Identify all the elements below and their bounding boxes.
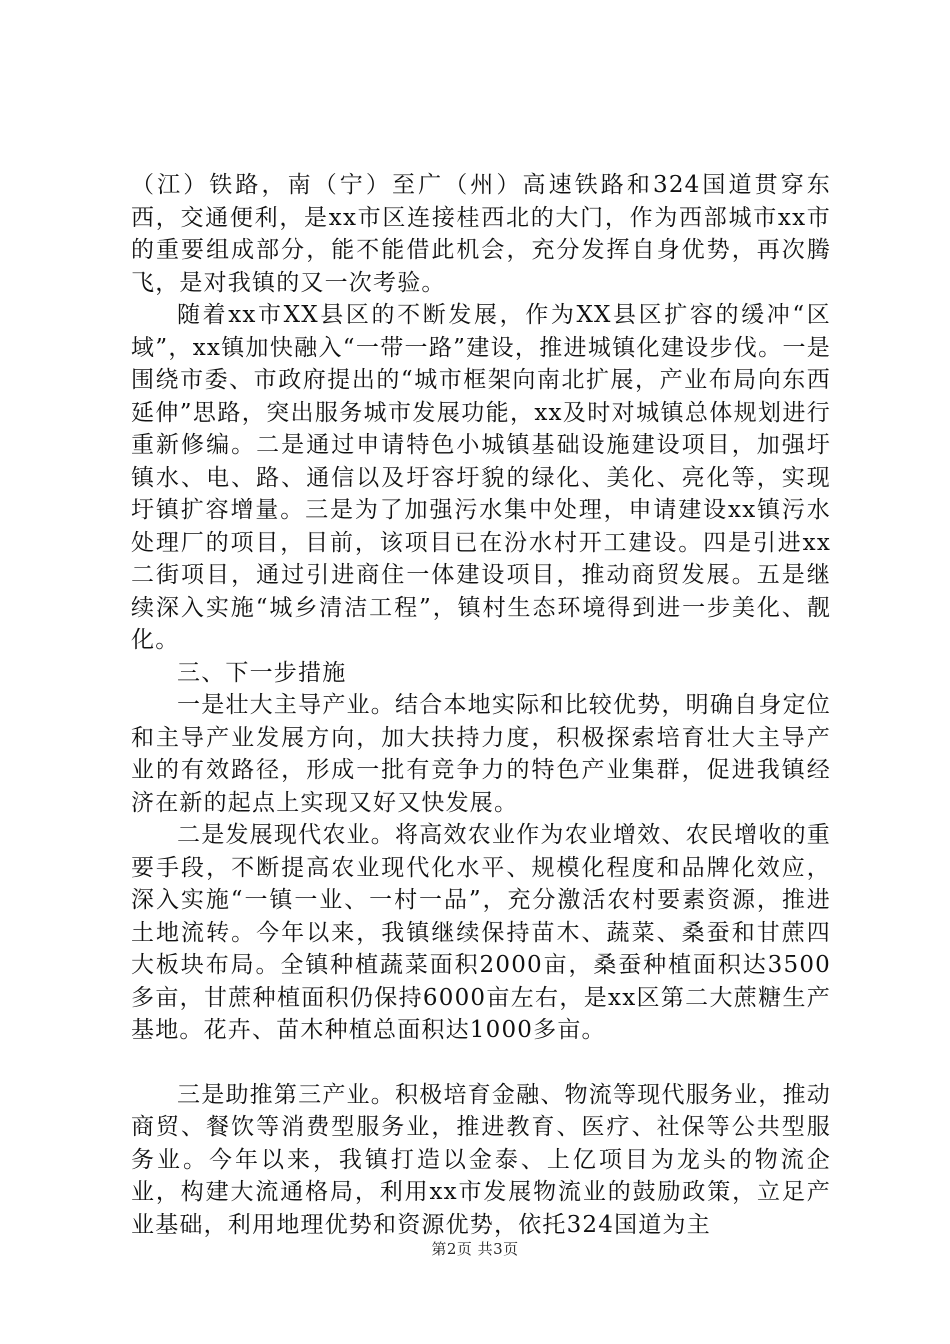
paragraph-urbanization: 随着xx市XX县区的不断发展，作为XX县区扩容的缓冲“区域”，xx镇加快融入“一带一路”建设，推进城镇化建设步伐。一是围绕市委、市政府提出的“城市框架向南北扩展，产业布局向东西延伸”思路，突出服务城市发展功能，xx及时对城镇总体规划进行重新修编。二是通过申请特色小城镇基础设施建设项目，加强圩镇水、电、路、通信以及圩容圩貌的绿化、美化、亮化等，实现圩镇扩容增量。三是为了加强污水集中处理，申请建设xx镇污水处理厂的项目，目前，该项目已在汾水村开工建设。四是引进xx二街项目，通过引进商住一体建设项目，推动商贸发展。五是继续深入实施“城乡清洁工程”，镇村生态环境得到进一步美化、靓化。 bbox=[131, 302, 831, 653]
paragraph-gap bbox=[131, 1047, 831, 1079]
paragraph-tertiary-industry: 三是助推第三产业。积极培育金融、物流等现代服务业，推动商贸、餐饮等消费型服务业，推进教育、医疗、社保等公共型服务业。今年以来，我镇打造以金泰、上亿项目为龙头的物流企业，构建大流通格局，利用xx市发展物流业的鼓励政策，立足产业基础，利用地理优势和资源优势，依托324国道为主 bbox=[131, 1081, 831, 1238]
page-footer: 第2页 共3页 bbox=[431, 1240, 519, 1258]
paragraph-modern-agriculture: 二是发展现代农业。将高效农业作为农业增效、农民增收的重要手段，不断提高农业现代化水平、规模化程度和品牌化效应，深入实施“一镇一业、一村一品”，充分激活农村要素资源，推进土地流转。今年以来，我镇继续保持苗木、蔬菜、桑蚕和甘蔗四大板块布局。全镇种植蔬菜面积2000亩，桑蚕种植面积达3500多亩，甘蔗种植面积仍保持6000亩左右，是xx区第二大蔗糖生产基地。花卉、苗木种植总面积达1000多亩。 bbox=[131, 822, 831, 1043]
paragraph-leading-industry: 一是壮大主导产业。结合本地实际和比较优势，明确自身定位和主导产业发展方向，加大扶持力度，积极探索培育壮大主导产业的有效路径，形成一批有竞争力的特色产业集群，促进我镇经济在新的起点上实现又好又快发展。 bbox=[131, 692, 831, 816]
paragraph-transport: （江）铁路，南（宁）至广（州）高速铁路和324国道贯穿东西，交通便利，是xx市区连接桂西北的大门，作为西部城市xx市的重要组成部分，能不能借此机会，充分发挥自身优势，再次腾飞，是对我镇的又一次考验。 bbox=[131, 172, 831, 296]
document-body bbox=[131, 169, 831, 1241]
section-heading-next-steps: 三、下一步措施 bbox=[177, 659, 347, 686]
